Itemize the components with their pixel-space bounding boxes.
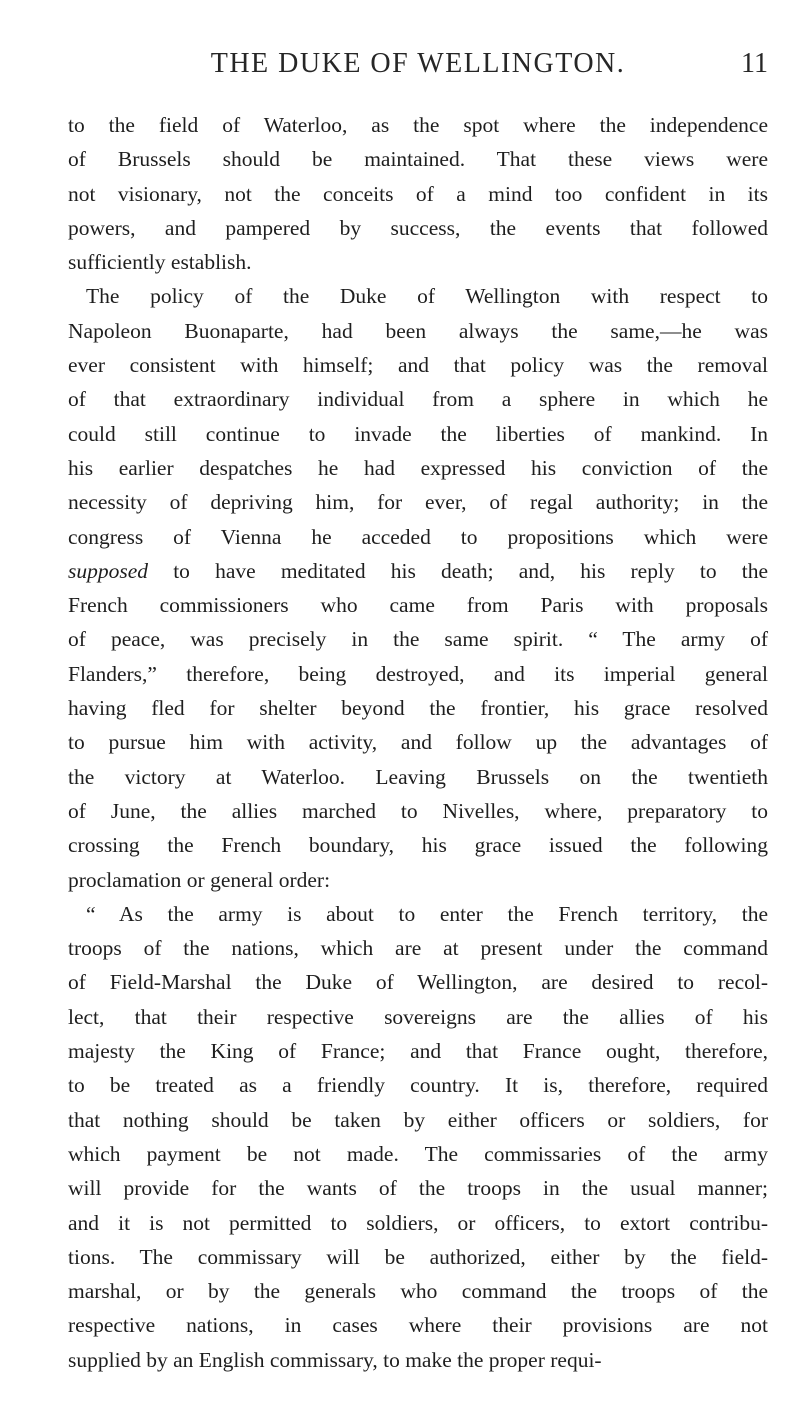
text-line: and it is not permitted to soldiers, or officers, to extort contribu-	[68, 1210, 768, 1235]
text-line: Napoleon Buonaparte, had been always the same,—he was	[68, 318, 768, 343]
text-line: necessity of depriving him, for ever, of regal authority; in the	[68, 490, 768, 515]
text-line: to pursue him with activity, and follow up the advantages of	[68, 730, 768, 755]
text-line: which payment be not made. The commissaries of the army	[68, 1141, 768, 1166]
text-line: sufficiently establish.	[68, 250, 252, 275]
text-line: supplied by an English commissary, to make the proper requi-	[68, 1347, 602, 1372]
text-line: not visionary, not the conceits of a mind too confident in its	[68, 181, 768, 206]
text-line: proclamation or general order:	[68, 867, 331, 892]
text-line: could still continue to invade the liberties of mankind. In	[68, 421, 768, 446]
text-line: tions. The commissary will be authorized, either by the field-	[68, 1244, 768, 1269]
text-line: of that extraordinary individual from a sphere in which he	[68, 387, 768, 412]
text-line: his earlier despatches he had expressed his conviction of the	[68, 455, 768, 480]
text-line: that nothing should be taken by either officers or soldiers, for	[68, 1107, 768, 1132]
text-line: The policy of the Duke of Wellington with respect to	[86, 284, 768, 309]
text-line-rest: to have meditated his death; and, his reply to the	[173, 558, 768, 583]
text-line: the victory at Waterloo. Leaving Brussels on the twentieth	[68, 764, 768, 789]
running-head	[68, 44, 768, 92]
text-line: congress of Vienna he acceded to propositions which were	[68, 524, 768, 549]
text-line: crossing the French boundary, his grace issued the following	[68, 833, 768, 858]
text-line: of Brussels should be maintained. That these views were	[68, 147, 768, 172]
text-line: “ As the army is about to enter the French territory, the	[86, 901, 768, 926]
text-line: Flanders,” therefore, being destroyed, and its imperial general	[68, 661, 768, 686]
text-line: of peace, was precisely in the same spirit. “ The army of	[68, 627, 768, 652]
text-line: lect, that their respective sovereigns are the allies of his	[68, 1004, 768, 1029]
body-text	[68, 108, 768, 1377]
text-line: powers, and pampered by success, the events that followed	[68, 215, 768, 240]
text-line: having fled for shelter beyond the frontier, his grace resolved	[68, 696, 768, 721]
running-title: THE DUKE OF WELLINGTON.	[210, 48, 626, 79]
text-line: majesty the King of France; and that France ought, therefore,	[68, 1039, 768, 1064]
text-line: to the field of Waterloo, as the spot where the independence	[68, 113, 768, 137]
text-line: ever consistent with himself; and that policy was the removal	[68, 353, 768, 378]
text-line: of Field-Marshal the Duke of Wellington, are desired to recol-	[68, 970, 768, 995]
text-line: marshal, or by the generals who command the troops of the	[68, 1279, 768, 1304]
text-line: respective nations, in cases where their provisions are not	[68, 1313, 768, 1338]
text-line: French commissioners who came from Paris with proposals	[68, 593, 768, 618]
italic-word: supposed	[68, 558, 149, 583]
text-line-with-italic	[68, 554, 768, 588]
text-line: will provide for the wants of the troops in the usual manner;	[68, 1176, 768, 1201]
text-line: of June, the allies marched to Nivelles, where, preparatory to	[68, 798, 768, 823]
page-number: 11	[741, 48, 768, 79]
text-line: to be treated as a friendly country. It is, therefore, required	[68, 1073, 768, 1098]
text-line: troops of the nations, which are at present under the command	[68, 936, 768, 961]
